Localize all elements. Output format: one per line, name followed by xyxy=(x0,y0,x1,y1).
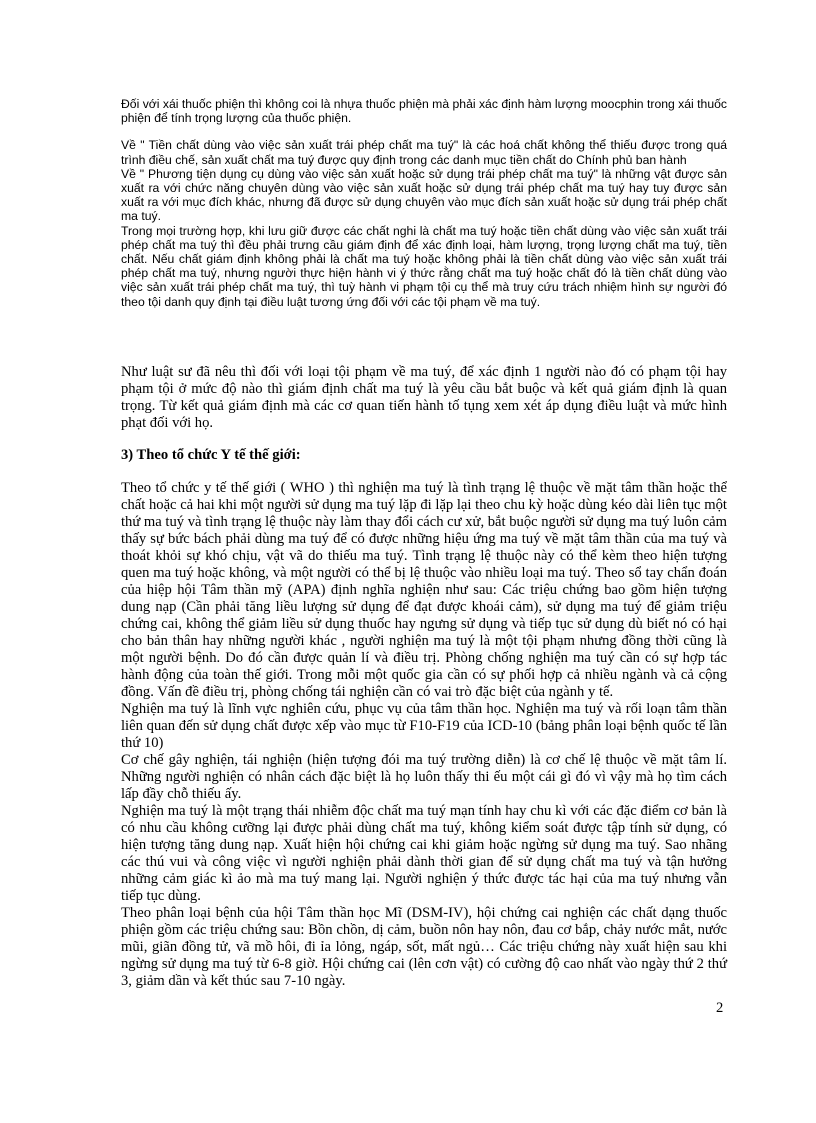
paragraph-phuong-tien: Về " Phương tiện dụng cụ dùng vào việc sản xuất hoặc sử dụng trái phép chất ma tuý" là những vật được sản xuất ra với chức năng chuyên dùng vào việc sản xuất hoặc sử dụng trái phép chất ma tuý hay tuy được sản xuất ra với mục đích khác, nhưng đã được sử dụng chuyên vào mục đích sản xuất hoặc sử dụng trái phép chất ma tuý. xyxy=(121,166,727,224)
paragraph-tien-chat: Về " Tiền chất dùng vào việc sản xuất trái phép chất ma tuý" là các hoá chất không thể thiếu được trong quá trình điều chế, sản xuất chất ma tuý được quy định trong các danh mục tiền chất do Chính phủ ban hành xyxy=(121,138,727,167)
paragraph-luat-su: Như luật sư đã nêu thì đối với loại tội phạm về ma tuý, để xác định 1 người nào đó có phạm tội hay phạm tội ở mức độ nào thì giám định chất ma tuý là yêu cầu bắt buộc và kết quả giám định là quan trọng. Từ kết quả giám định mà các cơ quan tiến hành tố tụng xem xét áp dụng điều luật và mức hình phạt đối với họ. xyxy=(121,364,727,431)
paragraph-dsm-iv: Theo phân loại bệnh của hội Tâm thần học Mĩ (DSM-IV), hội chứng cai nghiện các chất dạng thuốc phiện gồm các triệu chứng sau: Bồn chồn, dị cảm, buồn nôn hay nôn, đau cơ bắp, chảy nước mắt, nước mũi, giãn đồng tử, vã mồ hôi, đi ỉa lỏng, ngáp, sốt, mất ngủ… Các triệu chứng này xuất hiện sau khi ngừng sử dụng ma tuý từ 6-8 giờ. Hội chứng cai (lên cơn vật) có cường độ cao nhất vào ngày thứ 2 thứ 3, giảm dần và kết thúc sau 7-10 ngày. xyxy=(121,905,727,989)
paragraph-co-che: Cơ chế gây nghiện, tái nghiện (hiện tượng đói ma tuý trường diễn) là cơ chế lệ thuộc về mặt tâm lí. Những người nghiện có nhân cách đặc biệt là họ luôn thấy thi ếu một cái gì đó vì vậy mà họ tìm cách lấp đầy chỗ thiếu ấy. xyxy=(121,752,727,802)
section-sans-1 xyxy=(121,97,727,309)
section-heading: 3) Theo tổ chức Y tế thế giới: xyxy=(121,447,301,463)
section-who xyxy=(121,480,727,990)
paragraph-tam-than-hoc: Nghiện ma tuý là lĩnh vực nghiên cứu, phục vụ của tâm thần học. Nghiện ma tuý và rối loạn tâm thần liên quan đến sử dụng chất được xếp vào mục từ F10-F19 của ICD-10 (bảng phân loại bệnh quốc tế lần thứ 10) xyxy=(121,701,727,751)
paragraph-who-definition: Theo tổ chức y tế thế giới ( WHO ) thì nghiện ma tuý là tình trạng lệ thuộc về mặt tâm thần hoặc thể chất hoặc cả hai khi một người sử dụng ma tuý lặp đi lặp lại theo chu kỳ hoặc dùng kéo dài liên tục một thứ ma tuý và tình trạng lệ thuộc này làm thay đổi cách cư xử, bắt buộc người sử dụng ma tuý luôn cảm thấy sự bức bách phải dùng ma tuý để có được những hiệu ứng ma tuý về mặt tâm thần của ma tuý và thoát khỏi sự khó chịu, vật vã do thiếu ma tuý. Tình trạng lệ thuộc này có thể kèm theo hiện tượng quen ma tuý hoặc không, và một người có thể bị lệ thuộc vào nhiều loại ma tuý. Theo sổ tay chẩn đoán của hiệp hội Tâm thần mỹ (APA) định nghĩa nghiện như sau: Các triệu chứng bao gồm hiện tượng dung nạp (Cần phải tăng liều lượng sử dụng để đạt được khoái cảm), sử dụng ma tuý để giảm triệu chứng cai, không thể giảm liều sử dụng thuốc hay ngưng sử dụng và tiếp tục sử dụng dù biết nó có hại cho bản thân hay những người khác , người nghiện ma tuý là một tội phạm nhưng đồng thời cũng là một người bệnh. Do đó cần được quản lí và điều trị. Phòng chống nghiện ma tuý cần có sự hợp tác hành động của toàn thế giới. Trong mỗi một quốc gia cần có sự phối hợp cả nhiều ngành và cả cộng đồng. Vấn đề điều trị, phòng chống tái nghiện cần có vai trò đặc biệt của ngành y tế. xyxy=(121,480,727,700)
page-number: 2 xyxy=(716,1000,724,1016)
paragraph-xai-thuoc-phien: Đối với xái thuốc phiện thì không coi là nhựa thuốc phiện mà phải xác định hàm lượng moocphin trong xái thuốc phiện để tính trọng lượng của thuốc phiện. xyxy=(121,97,727,126)
paragraph-nhiem-doc: Nghiện ma tuý là một trạng thái nhiễm độc chất ma tuý mạn tính hay chu kì với các đặc điểm cơ bản là có nhu cầu không cưỡng lại được phải dùng chất ma tuý, không kiểm soát được tập tính sử dụng, có hiện tượng tăng dung nạp. Xuất hiện hội chứng cai khi giảm hoặc ngừng sử dụng ma tuý. Sao nhãng các thú vui và công việc vì người nghiện phải dành thời gian để sử dụng chất ma tuý và tận hưởng những cảm giác kì ảo mà ma tuý mang lại. Người nghiện ý thức được tác hại của ma tuý nhưng vẫn tiếp tục dùng. xyxy=(121,803,727,904)
paragraph-truong-hop: Trong mọi trường hợp, khi lưu giữ được các chất nghi là chất ma tuý hoặc tiền chất dùng vào việc sản xuất trái phép chất ma tuý thì đều phải trưng cầu giám định để xác định loại, hàm lượng, trọng lượng chất ma tuý, tiền chất. Nếu chất giám định không phải là chất ma tuý hoặc không phải là tiền chất dùng vào việc sản xuất trái phép chất ma tuý, nhưng người thực hiện hành vi ý thức rằng chất ma tuý hoặc chất đó là tiền chất dùng vào việc sản xuất trái phép chất ma tuý, thì tuỳ hành vi phạm tội cụ thể mà truy cứu trách nhiệm hình sự người đó theo tội danh quy định tại điều luật tương ứng đối với các tội phạm về ma tuý. xyxy=(121,223,727,309)
